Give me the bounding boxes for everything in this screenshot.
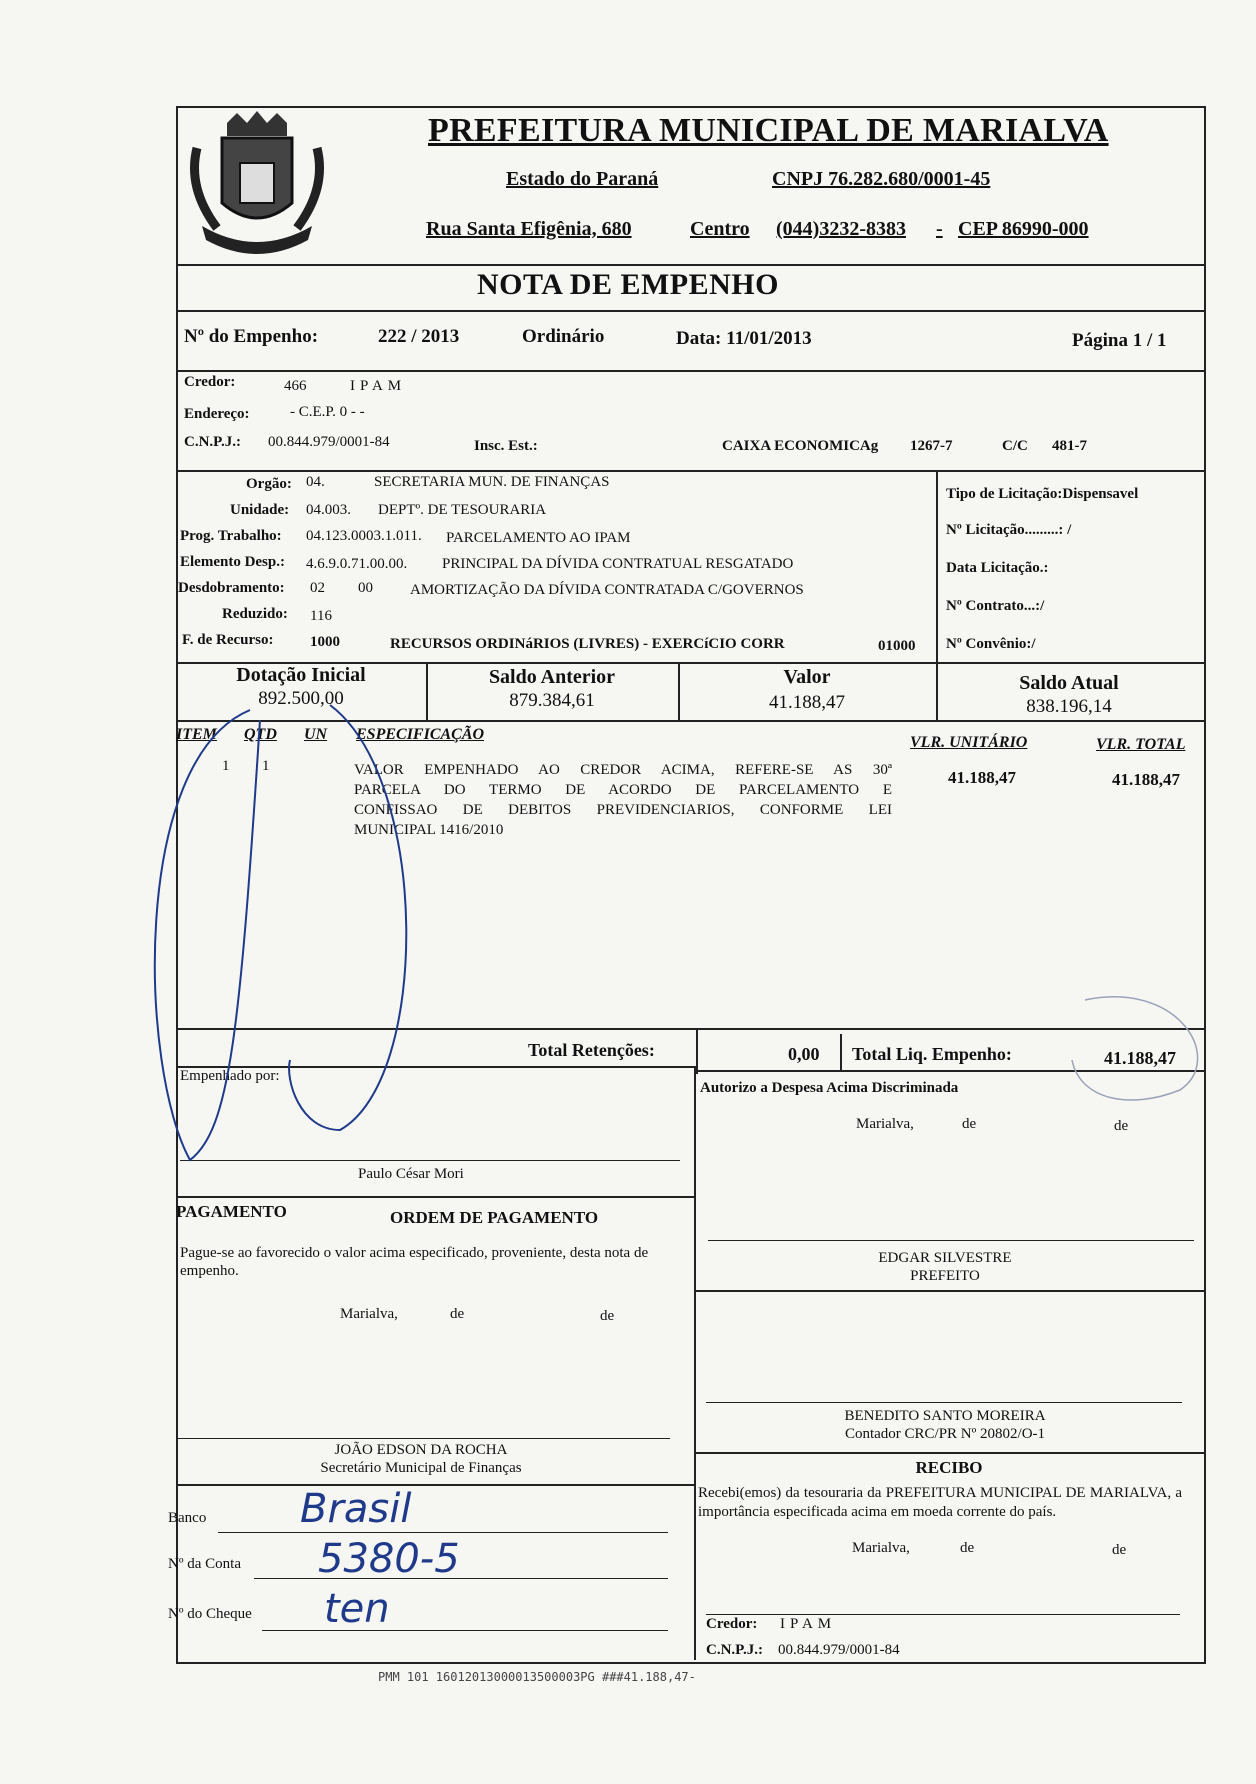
recurso-code: 1000 (310, 634, 340, 650)
elemento-code: 4.6.9.0.71.00.00. (306, 556, 408, 572)
payment-de-1: de (450, 1306, 465, 1322)
bank-handwritten: Brasil (300, 1486, 412, 1532)
bank-label: Banco (168, 1510, 207, 1526)
autorizo-place: Marialva, (856, 1116, 914, 1132)
desdobramento-label: Desdobramento: (178, 580, 285, 596)
insc-est-label: Insc. Est.: (474, 438, 538, 454)
credor-name: IPAM (350, 378, 407, 394)
saldo-anterior-value: 879.384,61 (509, 690, 595, 711)
desdobramento-name: AMORTIZAÇÃO DA DÍVIDA CONTRATADA C/GOVERNOS (410, 582, 804, 598)
credor-agency: 1267-7 (910, 438, 953, 454)
total-retencoes-label: Total Retenções: (528, 1040, 655, 1060)
col-item: ITEM (176, 726, 217, 743)
col-qtd: QTD (244, 726, 277, 743)
recibo-de-2: de (1112, 1542, 1127, 1558)
autorizo-de-2: de (1114, 1118, 1129, 1134)
payment-place: Marialva, (340, 1306, 398, 1322)
payment-section: PAGAMENTO (176, 1202, 287, 1221)
cc-label: C/C (1002, 438, 1028, 454)
saldo-atual-value: 838.196,14 (1026, 696, 1112, 717)
recibo-text: Recebi(emos) da tesouraria da PREFEITURA MUNICIPAL DE MARIALVA, a importância especificada acima em moeda corrente do país. (698, 1485, 1182, 1520)
credor-label: Credor: (184, 374, 236, 390)
recurso-code2: 01000 (878, 638, 916, 654)
unidade-name: DEPTº. DE TESOURARIA (378, 502, 547, 518)
credor-address: - C.E.P. 0 - - (290, 404, 365, 420)
prog-trabalho-name: PARCELAMENTO AO IPAM (446, 530, 631, 546)
recibo-credor: IPAM (780, 1616, 837, 1632)
footer-code: PMM 101 16012013000013500003PG ###41.188,47- (378, 1670, 696, 1684)
valor-label: Valor (783, 666, 831, 688)
prog-trabalho-code: 04.123.0003.1.011. (306, 528, 422, 544)
payment-text: Pague-se ao favorecido o valor acima especificado, proveniente, desta nota de empenho. (180, 1245, 649, 1279)
credor-cc: 481-7 (1052, 438, 1087, 454)
unidade-code: 04.003. (306, 502, 351, 518)
recurso-name: RECURSOS ORDINáRIOS (LIVRES) - EXERCíCIO CORR (390, 636, 785, 652)
unidade-label: Unidade: (230, 502, 290, 518)
recibo-cnpj-label: C.N.P.J.: (706, 1642, 763, 1658)
payment-de-2: de (600, 1308, 615, 1324)
reduzido-label: Reduzido: (222, 606, 288, 622)
numero-convenio: Nº Convênio:/ (946, 636, 1036, 652)
numero-contrato: Nº Contrato...:/ (946, 598, 1045, 614)
dotacao-label: Dotação Inicial (236, 664, 366, 686)
total-liq-value: 41.188,47 (1104, 1048, 1176, 1068)
empenhado-por-label: Empenhado por: (180, 1068, 280, 1084)
empenho-number: 222 / 2013 (378, 326, 460, 347)
recibo-place: Marialva, (852, 1540, 910, 1556)
prefeito-role: PREFEITO (910, 1268, 980, 1284)
empenhado-por-name: Paulo César Mori (358, 1166, 464, 1182)
saldo-anterior-label: Saldo Anterior (488, 666, 616, 688)
col-vlr-unitario: VLR. UNITÁRIO (910, 734, 1028, 751)
recibo-credor-label: Credor: (706, 1616, 758, 1632)
reduzido-value: 116 (310, 608, 332, 624)
col-un: UN (304, 726, 328, 743)
credor-cnpj: 00.844.979/0001-84 (268, 434, 390, 450)
desdobramento-code2: 00 (358, 580, 373, 596)
orgao-code: 04. (306, 474, 325, 490)
prefeito-name: EDGAR SILVESTRE (878, 1250, 1012, 1266)
recibo-title: RECIBO (915, 1458, 983, 1477)
page-number: Página 1 / 1 (1072, 330, 1167, 351)
data-licitacao: Data Licitação.: (946, 560, 1049, 576)
total-liq-label: Total Liq. Empenho: (852, 1044, 1012, 1064)
numero-licitacao: Nº Licitação.........: / (946, 522, 1072, 538)
desdobramento-code1: 02 (310, 580, 325, 596)
item-number: 1 (222, 758, 230, 774)
tipo-licitacao: Tipo de Licitação:Dispensavel (946, 486, 1139, 502)
header-state: Estado do Paraná (506, 168, 659, 190)
check-handwritten: ten (324, 1586, 390, 1632)
col-especificacao: ESPECIFICAÇÃO (356, 726, 485, 743)
item-qtd: 1 (262, 758, 270, 774)
recibo-de-1: de (960, 1540, 975, 1556)
secretary-name: JOÃO EDSON DA ROCHA (334, 1442, 508, 1458)
item-total-value: 41.188,47 (1112, 770, 1180, 789)
recibo-cnpj: 00.844.979/0001-84 (778, 1642, 900, 1658)
saldo-atual-label: Saldo Atual (1019, 672, 1119, 694)
empenho-type: Ordinário (522, 326, 605, 347)
empenho-number-label: Nº do Empenho: (184, 326, 319, 347)
cnpj-label: C.N.P.J.: (184, 434, 241, 450)
account-handwritten: 5380-5 (318, 1536, 460, 1582)
empenho-date: Data: 11/01/2013 (676, 328, 812, 349)
account-label: Nº da Conta (168, 1556, 241, 1572)
header-cep: CEP 86990-000 (958, 218, 1089, 240)
header-phone: (044)3232-8383 (776, 218, 906, 240)
autorizo-text: Autorizo a Despesa Acima Discriminada (700, 1080, 959, 1096)
header-address: Rua Santa Efigênia, 680 (426, 218, 632, 240)
contador-role: Contador CRC/PR Nº 20802/O-1 (844, 1426, 1046, 1442)
header-separator: - (936, 218, 943, 240)
prog-trabalho-label: Prog. Trabalho: (180, 528, 282, 544)
document-title: NOTA DE EMPENHO (477, 268, 779, 301)
municipal-seal (182, 108, 332, 258)
col-vlr-total: VLR. TOTAL (1096, 736, 1186, 753)
item-unit-value: 41.188,47 (948, 768, 1016, 787)
header-district: Centro (690, 218, 750, 240)
item-spec-line-1: VALOR EMPENHADO AO CREDOR ACIMA, REFERE-SE AS 30ª PARCELA DO TERMO DE ACORDO DE PARCELAMENTO E CONFISSAO DE DEBITOS PREVIDENCIARIOS, CONFORME LEI MUNICIPAL 1416/2010 (354, 762, 892, 838)
contador-name: BENEDITO SANTO MOREIRA (844, 1408, 1046, 1424)
check-label: Nº do Cheque (168, 1606, 252, 1622)
autorizo-de-1: de (962, 1116, 977, 1132)
credor-code: 466 (284, 378, 307, 394)
dotacao-value: 892.500,00 (258, 688, 344, 709)
recurso-label: F. de Recurso: (182, 632, 274, 648)
orgao-label: Orgão: (246, 476, 292, 492)
credor-bank: CAIXA ECONOMICAg (722, 438, 879, 454)
address-label: Endereço: (184, 406, 250, 422)
secretary-role: Secretário Municipal de Finanças (320, 1460, 522, 1476)
elemento-name: PRINCIPAL DA DÍVIDA CONTRATUAL RESGATADO (442, 556, 794, 572)
payment-order: ORDEM DE PAGAMENTO (390, 1208, 599, 1227)
total-retencoes-value: 0,00 (788, 1044, 820, 1064)
valor-value: 41.188,47 (769, 692, 845, 713)
elemento-label: Elemento Desp.: (180, 554, 285, 570)
header-cnpj: CNPJ 76.282.680/0001-45 (772, 168, 991, 190)
header-title: PREFEITURA MUNICIPAL DE MARIALVA (428, 112, 1109, 149)
orgao-name: SECRETARIA MUN. DE FINANÇAS (374, 474, 610, 490)
